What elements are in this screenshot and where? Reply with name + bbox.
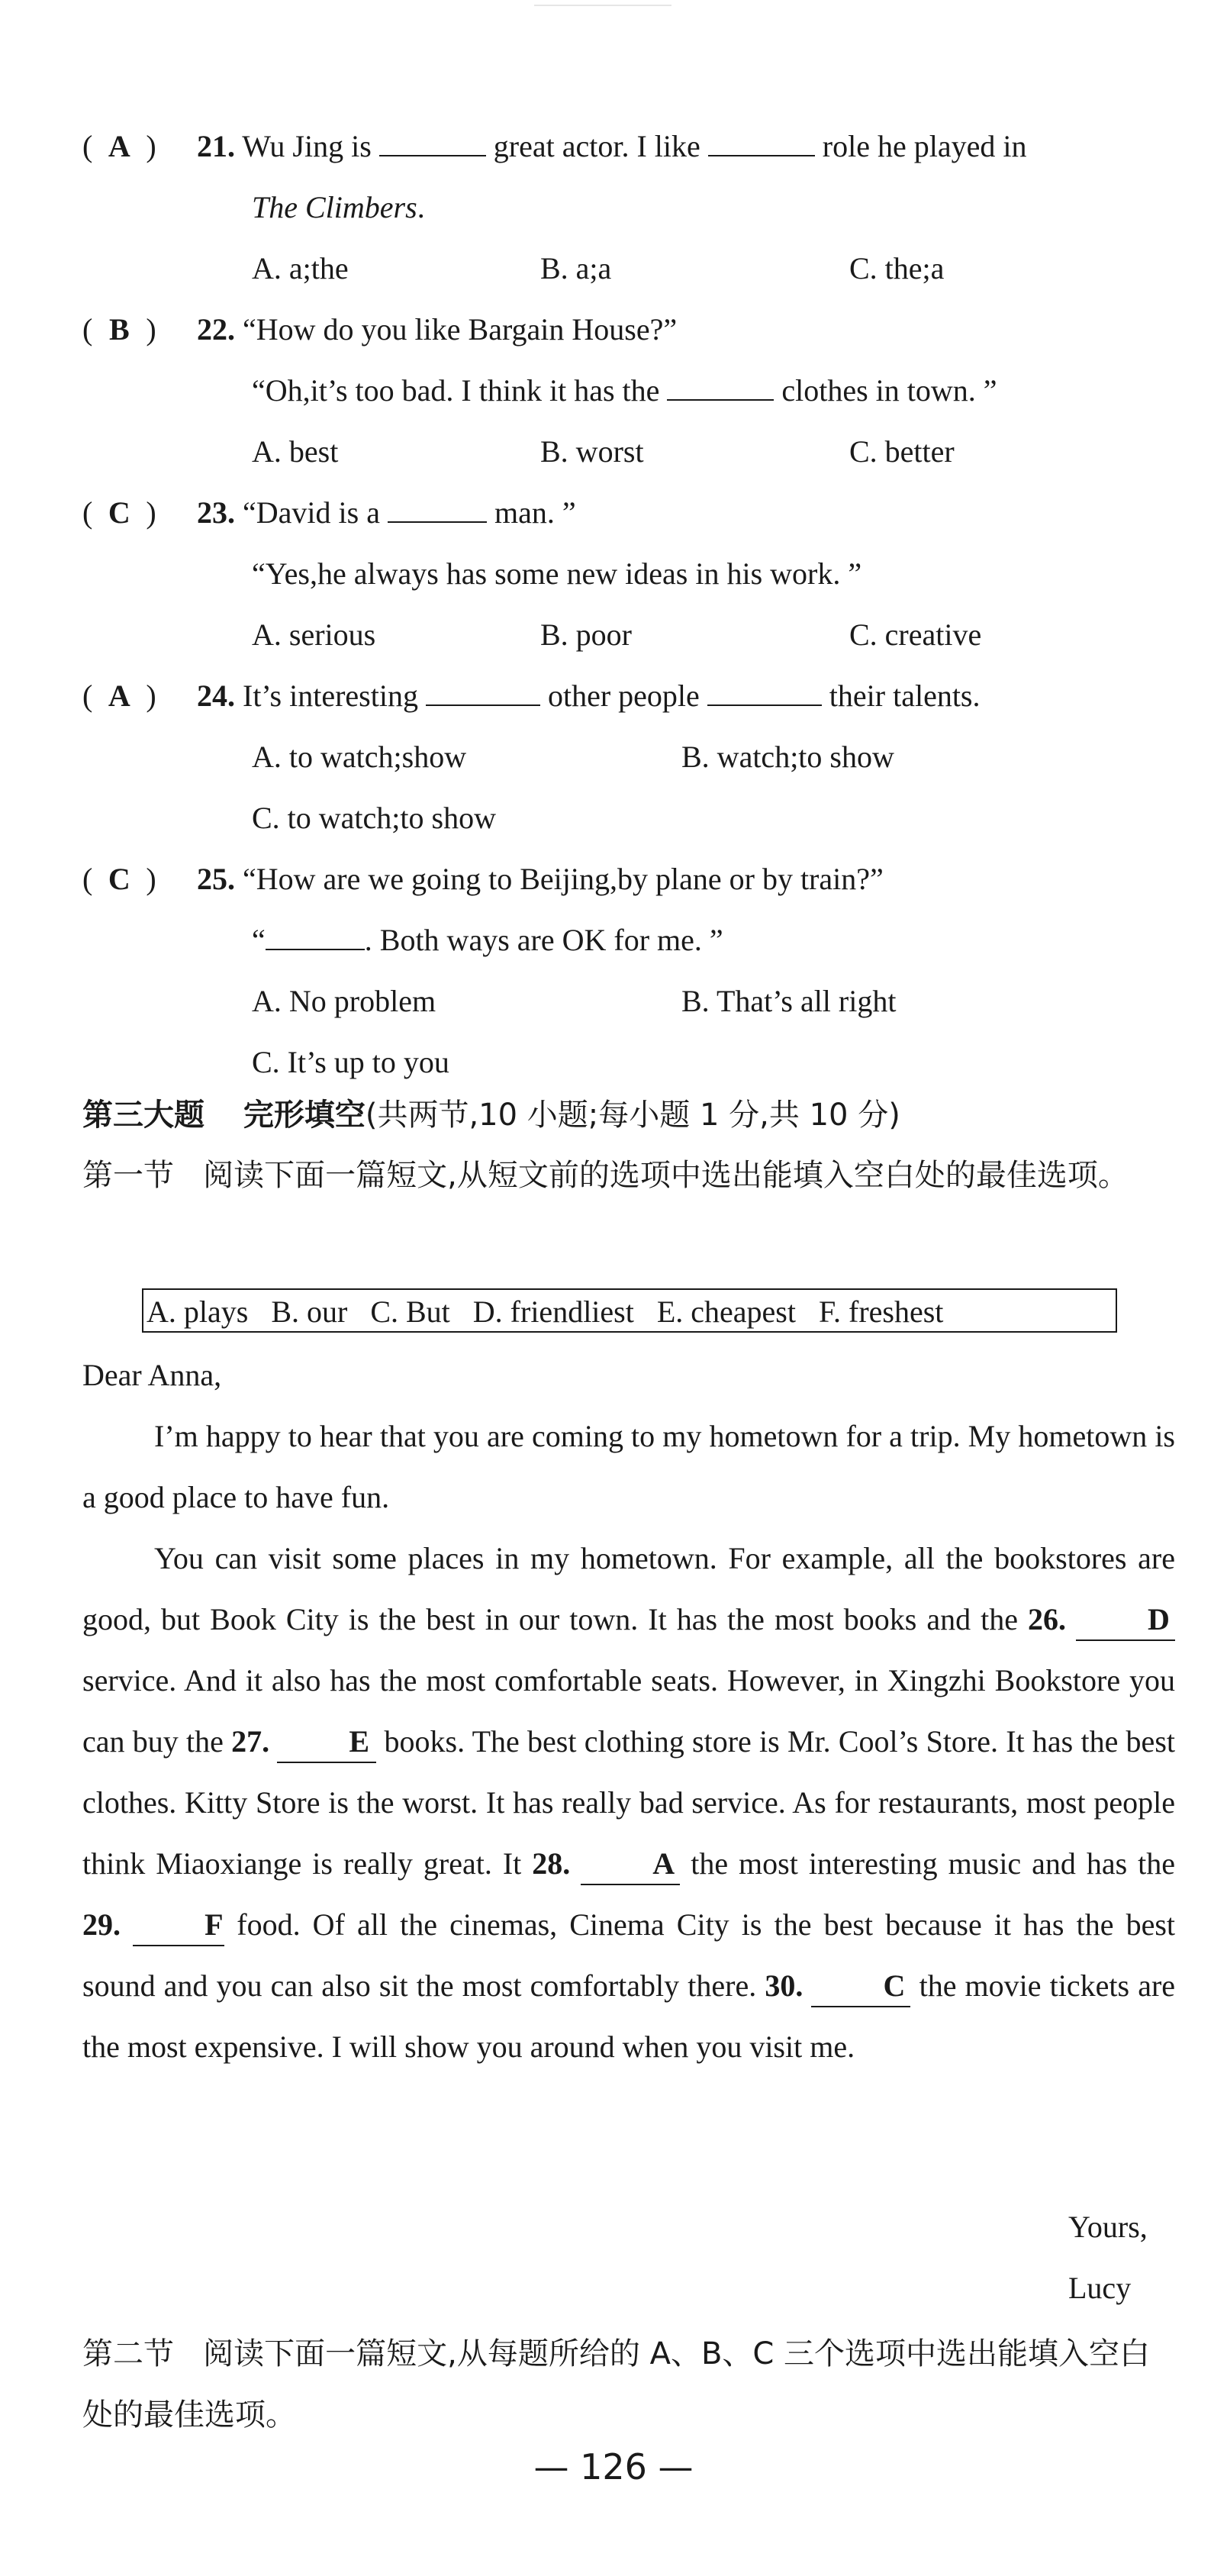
question-25	[82, 849, 1181, 1093]
option-a: A. No problem	[252, 984, 436, 1018]
paragraph-1: I’m happy to hear that you are coming to my hometown for a trip. My hometown is a good place to have fun.	[82, 1419, 1175, 1514]
closing: Yours,	[1068, 2210, 1148, 2244]
blank	[379, 131, 486, 156]
reply-part: clothes in town. ”	[781, 373, 997, 408]
answer: A	[108, 679, 130, 713]
stem-part: It’s interesting	[243, 679, 418, 713]
top-rule	[534, 5, 671, 6]
option-b: B. poor	[540, 617, 632, 652]
text-run: You can visit some places in my hometown. For example, all the bookstores are good, but Book City is the best in our town. It has the most books and the	[82, 1541, 1175, 1636]
text-run: books. The best clothing store is Mr. Cool’s Store. It has the best clothes. Kitty Store is the worst. It has really bad service. As for restaurants, most people think Miaoxiange is really great. It	[82, 1724, 1175, 1881]
blank	[426, 680, 540, 706]
section-name: 完形填空	[243, 1098, 366, 1133]
section-number: 第三大题	[82, 1098, 204, 1133]
answer: A	[108, 129, 130, 163]
option-a: A. to watch;show	[252, 740, 467, 774]
text-run: the movie tickets are the most expensive. I will show you around when you visit me.	[82, 1968, 1176, 2064]
part-instruction: 阅读下面一篇短文,从每题所给的 A、B、C 三个选项中选出能填入空白处的最佳选项。	[82, 2336, 1151, 2433]
options	[82, 1032, 1181, 1093]
word-box: A. plays B. our C. But D. friendliest E. cheapest F. freshest	[142, 1288, 1117, 1333]
option-a: A. serious	[252, 617, 376, 652]
question-24	[82, 666, 1181, 849]
question-22	[82, 299, 1181, 482]
section-note: (共两节,10 小题;每小题 1 分,共 10 分)	[365, 1098, 900, 1133]
option-b: B. That’s all right	[681, 984, 897, 1018]
stem-part: role he played in	[822, 129, 1027, 163]
letter	[82, 1345, 1175, 2078]
reply-part: “Oh,it’s too bad. I think it has the	[252, 373, 660, 408]
blank-number: 29.	[82, 1907, 121, 1942]
blank-number: 26.	[1027, 1602, 1066, 1636]
part-label: 第二节	[82, 2336, 174, 2371]
stem-part: “David is a	[243, 495, 380, 530]
question-number: 24.	[197, 679, 235, 713]
blank-number: 27.	[231, 1724, 270, 1759]
filled-blank: C	[811, 1969, 910, 2007]
options	[82, 727, 1181, 788]
option-b: B. watch;to show	[681, 740, 894, 774]
options	[82, 238, 1181, 299]
stem-part: .	[417, 190, 425, 224]
stem-part: other people	[547, 679, 700, 713]
answer: B	[108, 312, 130, 347]
stem-part: Wu Jing is	[242, 129, 372, 163]
filled-blank: E	[277, 1725, 376, 1763]
question-number: 25.	[197, 862, 235, 896]
answer-paren: ( C )	[82, 482, 197, 543]
stem: “How do you like Bargain House?”	[243, 312, 678, 347]
options	[82, 421, 1181, 482]
reply-part: “	[252, 923, 266, 957]
answer-paren: ( B )	[82, 299, 197, 360]
text-run: the most interesting music and has the	[691, 1846, 1176, 1881]
option-c: C. to watch;to show	[252, 801, 496, 835]
blank-number: 28.	[532, 1846, 571, 1881]
signature: Lucy	[1068, 2271, 1132, 2305]
option-c: C. creative	[849, 617, 982, 652]
blank	[388, 497, 487, 523]
section-heading	[82, 1088, 900, 1143]
stem-part: great actor. I like	[493, 129, 700, 163]
option-c: C. better	[849, 434, 955, 469]
filled-blank: A	[581, 1847, 680, 1885]
movie-title: The Climbers	[252, 190, 417, 224]
answer: C	[108, 862, 130, 896]
stem-part: their talents.	[829, 679, 981, 713]
stem: “How are we going to Beijing,by plane or by train?”	[243, 862, 884, 896]
greeting: Dear Anna,	[82, 1358, 222, 1392]
answer-paren: ( A )	[82, 116, 197, 177]
options	[82, 971, 1181, 1032]
part1-instruction	[82, 1145, 1174, 1206]
text-run: food. Of all the cinemas, Cinema City is the best because it has the best sound and you can also sit the most comfortably there.	[82, 1907, 1176, 2003]
question-number: 21.	[197, 129, 235, 163]
answer-paren: ( C )	[82, 849, 197, 910]
paragraph-2	[82, 1528, 1175, 2078]
question-23	[82, 482, 1181, 666]
part-label: 第一节	[82, 1158, 174, 1193]
answer: C	[108, 495, 130, 530]
blank	[266, 924, 365, 950]
option-b: B. a;a	[540, 251, 612, 285]
reply: “Yes,he always has some new ideas in his work. ”	[252, 556, 862, 591]
blank	[708, 131, 815, 156]
blank	[707, 680, 822, 706]
stem-part: man. ”	[494, 495, 576, 530]
page-number: — 126 —	[533, 2446, 694, 2487]
question-number: 23.	[197, 495, 235, 530]
part2-instruction	[82, 2323, 1174, 2445]
option-a: A. best	[252, 434, 339, 469]
question-21	[82, 116, 1181, 299]
options	[82, 788, 1181, 849]
filled-blank: F	[133, 1908, 224, 1946]
text-run: service. And it also has the most comfortable seats. However, in Xingzhi Bookstore you can buy the	[82, 1663, 1175, 1759]
answer-paren: ( A )	[82, 666, 197, 727]
part-instruction: 阅读下面一篇短文,从短文前的选项中选出能填入空白处的最佳选项。	[203, 1158, 1129, 1193]
option-a: A. a;the	[252, 251, 349, 285]
option-b: B. worst	[540, 434, 644, 469]
reply-part: . Both ways are OK for me. ”	[364, 923, 723, 957]
blank	[667, 375, 774, 401]
question-number: 22.	[197, 312, 235, 347]
blank-number: 30.	[765, 1968, 804, 2003]
option-c: C. It’s up to you	[252, 1045, 449, 1079]
options	[82, 605, 1181, 666]
filled-blank: D	[1076, 1603, 1175, 1641]
option-c: C. the;a	[849, 251, 945, 285]
